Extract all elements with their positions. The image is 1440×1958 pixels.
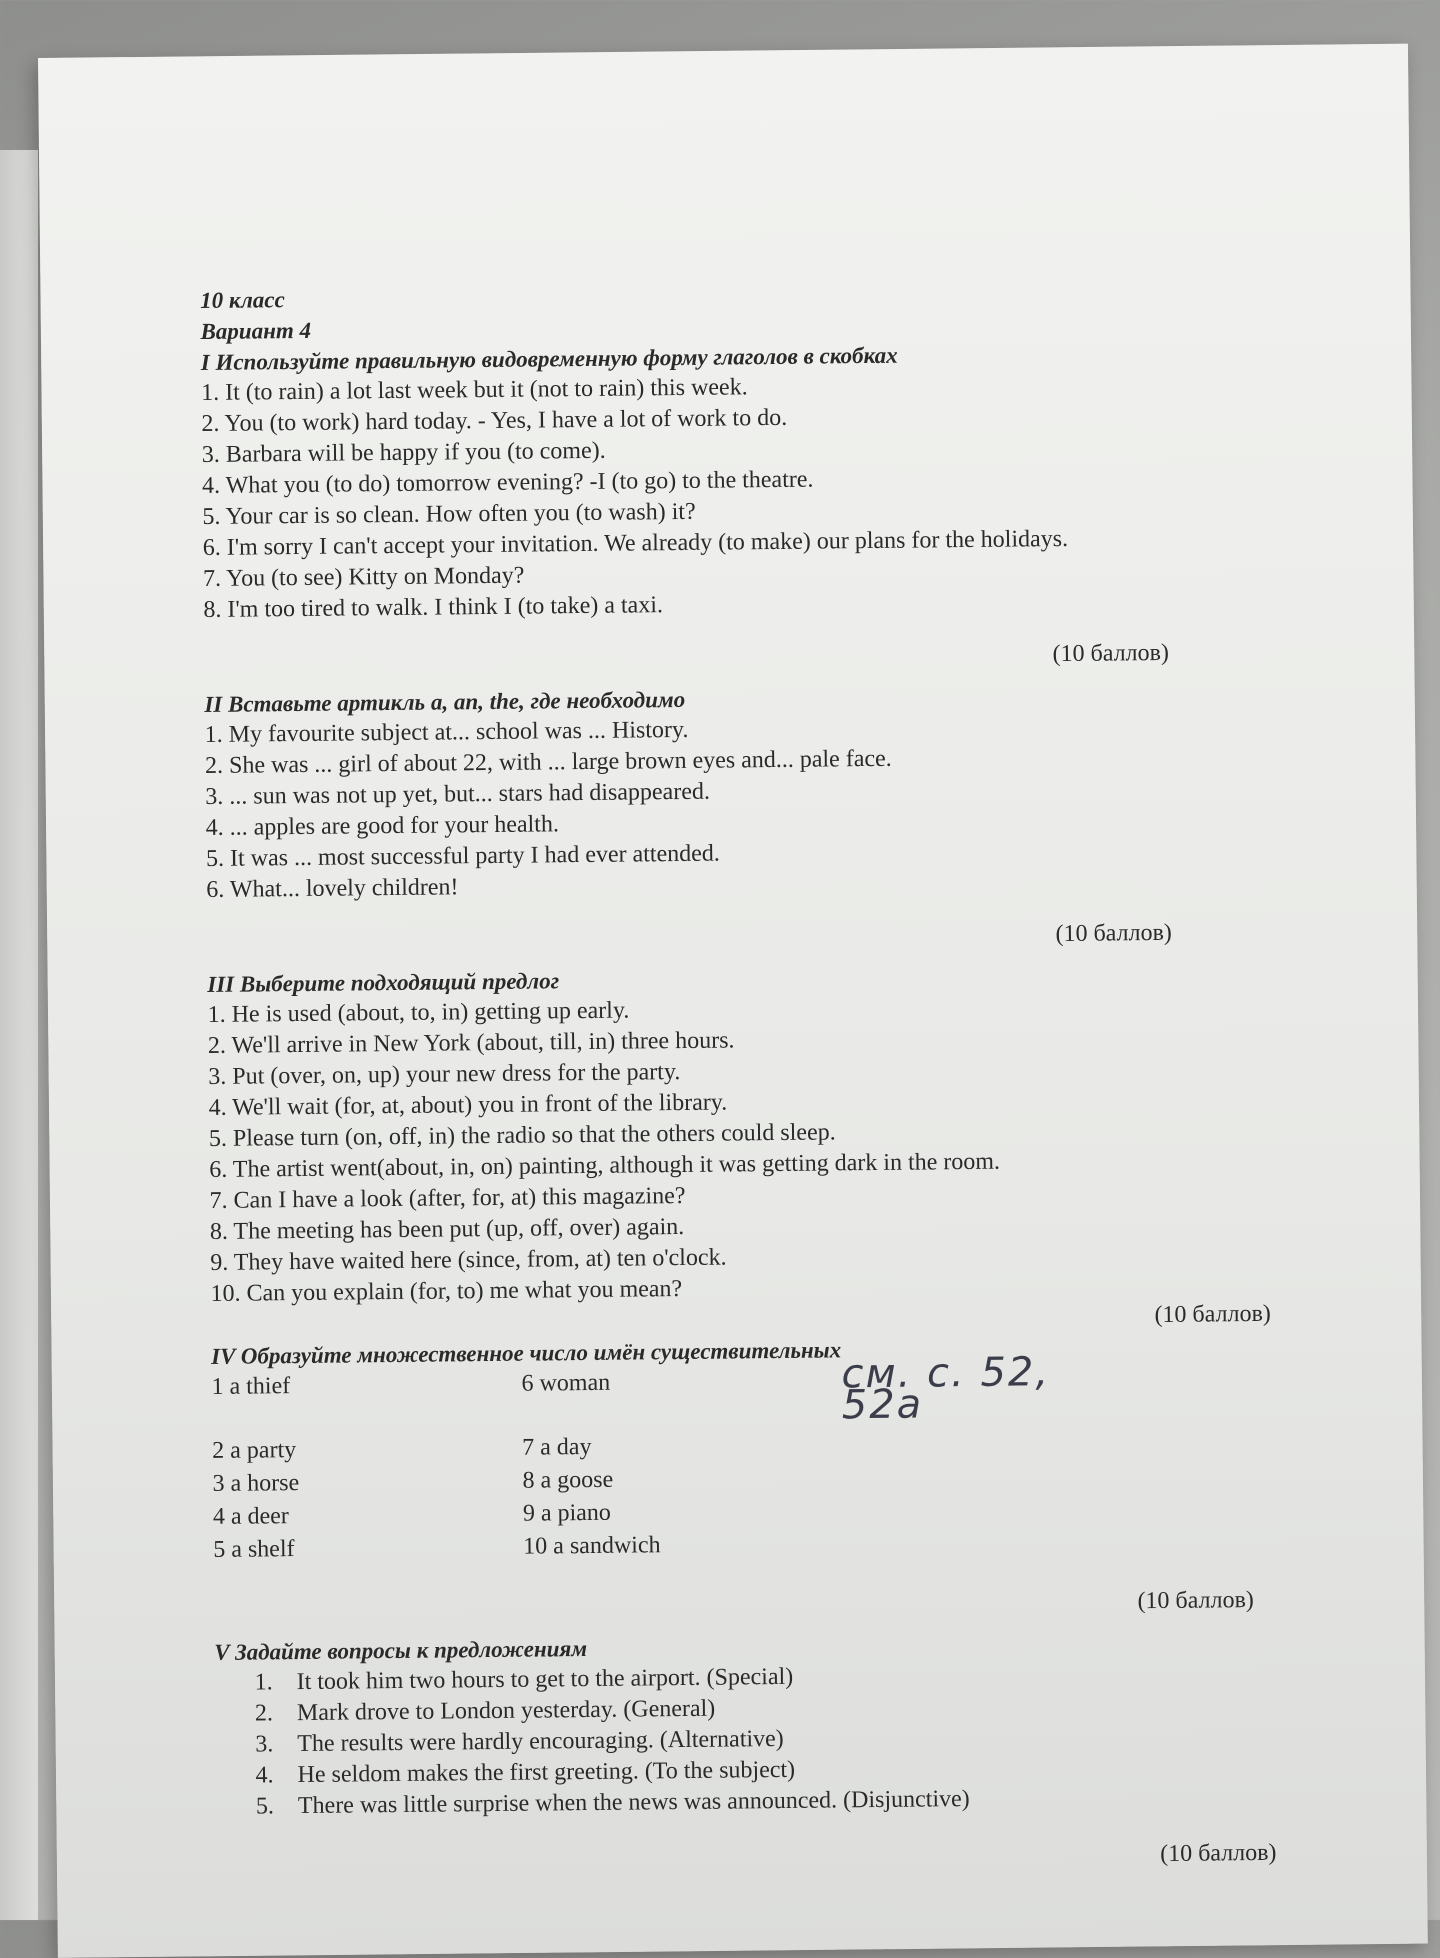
score-label: (10 баллов) bbox=[1137, 1587, 1254, 1615]
section-1 bbox=[201, 336, 1264, 679]
noun-item: 3 a horse bbox=[212, 1470, 300, 1497]
noun-item: 4 a deer bbox=[212, 1503, 289, 1530]
noun-item: 9 a piano bbox=[522, 1499, 611, 1527]
exercise-item: 3. ... sun was not up yet, but... stars had disappeared. bbox=[205, 778, 711, 810]
noun-item: 8 a goose bbox=[522, 1466, 614, 1494]
section-title: IV Образуйте множественное число имён существительных bbox=[211, 1337, 842, 1369]
grade-label: 10 класс bbox=[200, 287, 285, 313]
score-label: (10 баллов) bbox=[1154, 1300, 1271, 1329]
exercise-item: 4. ... apples are good for your health. bbox=[205, 811, 560, 841]
section-title: II Вставьте артикль a, an, the, где необходимо bbox=[204, 686, 686, 717]
section-4 bbox=[211, 1330, 1274, 1627]
exercise-item: 6. What... lovely children! bbox=[206, 874, 459, 903]
handwritten-note: см. с. 52, 52а bbox=[841, 1349, 1051, 1429]
exercise-item: 2. You (to work) hard today. - Yes, I have a lot of work to do. bbox=[201, 404, 788, 437]
exercise-item: 1. He is used (about, to, in) getting up early. bbox=[207, 997, 630, 1028]
noun-item: 7 a day bbox=[522, 1433, 592, 1461]
section-title: V Задайте вопросы к предложениям bbox=[214, 1636, 588, 1665]
exercise-item: 1. My favourite subject at... school was ... History. bbox=[204, 716, 689, 748]
exercise-item: 5. Please turn (on, off, in) the radio so that the others could sleep. bbox=[208, 1119, 836, 1152]
noun-item: 10 a sandwich bbox=[523, 1532, 661, 1560]
exercise-item: 4. We'll wait (for, at, about) you in front of the library. bbox=[208, 1089, 728, 1121]
exercise-item: 4. What you (to do) tomorrow evening? -I (to go) to the theatre. bbox=[201, 466, 814, 499]
exercise-item: 7. You (to see) Kitty on Monday? bbox=[202, 562, 525, 592]
question-item: 5. There was little surprise when the news was announced. (Disjunctive) bbox=[255, 1786, 970, 1820]
exercise-item: 1. It (to rain) a lot last week but it (not to rain) this week. bbox=[200, 374, 748, 406]
noun-item: 2 a party bbox=[212, 1437, 297, 1464]
noun-item: 6 woman bbox=[521, 1369, 611, 1397]
exercise-item: 6. I'm sorry I can't accept your invitation. We already (to make) our plans for the holidays. bbox=[202, 525, 1069, 561]
noun-item: 5 a shelf bbox=[213, 1536, 295, 1563]
section-3 bbox=[207, 958, 1271, 1341]
test-document bbox=[200, 274, 1277, 1888]
exercise-item: 7. Can I have a look (after, for, at) this magazine? bbox=[209, 1182, 686, 1214]
question-item: 1. It took him two hours to get to the airport. (Special) bbox=[254, 1663, 794, 1696]
section-title: I Используйте правильную видовременную форму глаголов в скобках bbox=[200, 342, 898, 375]
section-2 bbox=[204, 678, 1267, 959]
variant-label: Вариант 4 bbox=[200, 317, 312, 344]
exercise-item: 2. She was ... girl of about 22, with ... large brown eyes and... pale face. bbox=[204, 745, 892, 779]
exercise-item: 2. We'll arrive in New York (about, till, in) three hours. bbox=[207, 1027, 735, 1059]
exercise-item: 5. Your car is so clean. How often you (to wash) it? bbox=[202, 498, 696, 530]
exercise-item: 3. Put (over, on, up) your new dress for the party. bbox=[208, 1059, 681, 1090]
exercise-item: 6. The artist went(about, in, on) painting, although it was getting dark in the room. bbox=[209, 1148, 1001, 1183]
exercise-item: 5. It was ... most successful party I had ever attended. bbox=[205, 840, 720, 872]
background-page-edge bbox=[0, 150, 38, 1920]
exercise-item: 8. I'm too tired to walk. I think I (to take) a taxi. bbox=[203, 592, 664, 623]
exercise-item: 10. Can you explain (for, to) me what you mean? bbox=[210, 1276, 683, 1307]
exercise-item: 3. Barbara will be happy if you (to come). bbox=[201, 437, 606, 468]
exercise-item: 9. They have waited here (since, from, at) ten o'clock. bbox=[210, 1244, 727, 1276]
score-label: (10 баллов) bbox=[1160, 1839, 1277, 1868]
score-label: (10 баллов) bbox=[1052, 639, 1170, 668]
question-item: 3. The results were hardly encouraging. (Alternative) bbox=[255, 1725, 784, 1758]
score-label: (10 баллов) bbox=[1055, 919, 1172, 948]
section-title: III Выберите подходящий предлог bbox=[207, 968, 560, 997]
question-item: 2. Mark drove to London yesterday. (General) bbox=[254, 1695, 716, 1727]
section-5 bbox=[214, 1626, 1276, 1880]
noun-item: 1 a thief bbox=[211, 1373, 291, 1400]
question-item: 4. He seldom makes the first greeting. (To the subject) bbox=[255, 1756, 796, 1789]
exercise-item: 8. The meeting has been put (up, off, over) again. bbox=[209, 1213, 685, 1245]
